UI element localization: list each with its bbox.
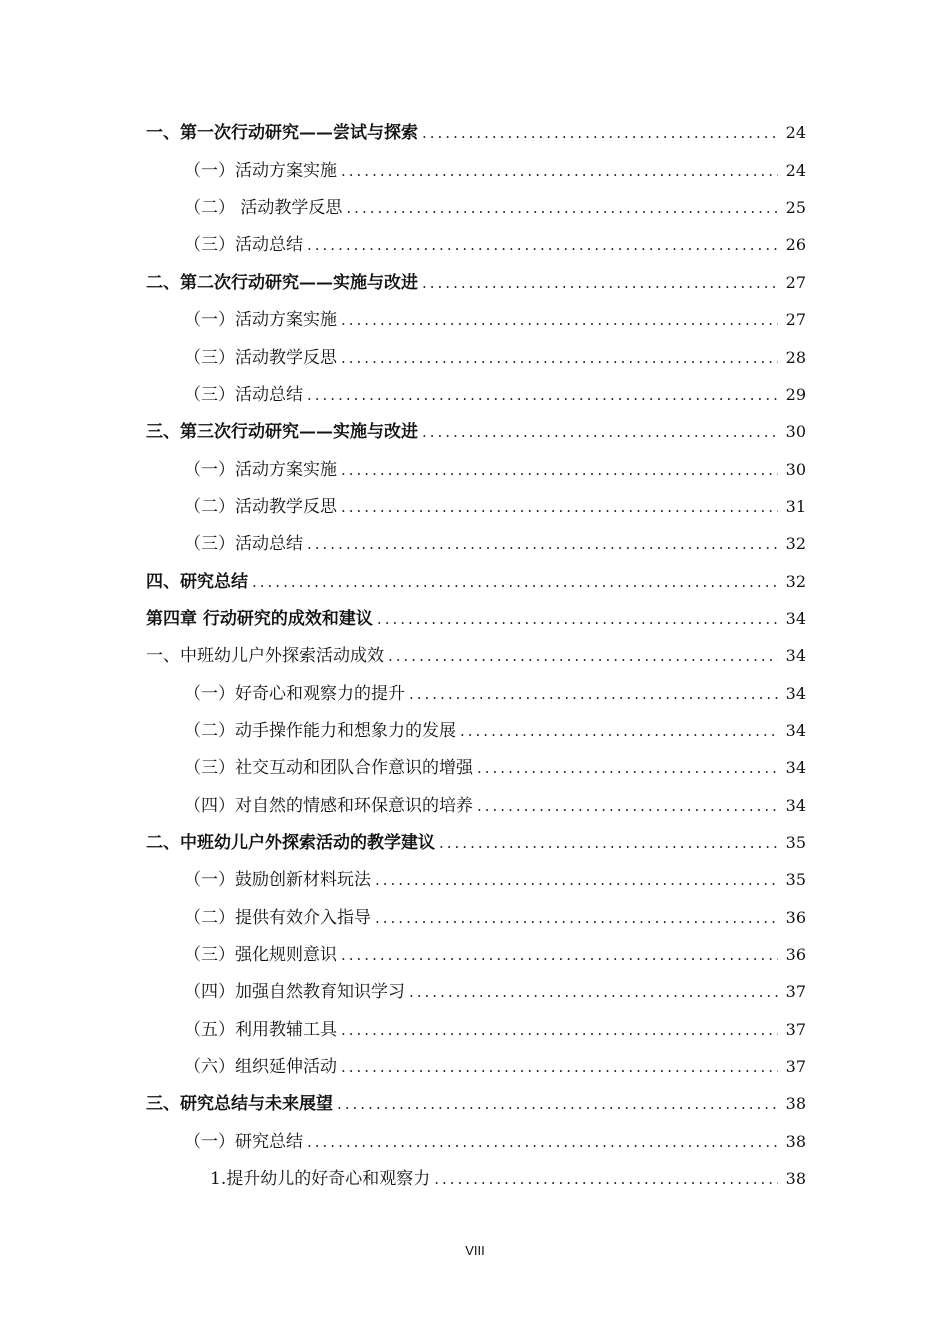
toc-entry[interactable] [184, 1127, 806, 1157]
toc-entry-page: 30 [785, 460, 806, 479]
toc-entry-page: 35 [785, 833, 806, 852]
toc-entry-title: （三）强化规则意识 [184, 945, 337, 965]
toc-entry-page: 37 [785, 982, 806, 1001]
toc-dot-leader [307, 1127, 778, 1157]
toc-entry[interactable] [146, 417, 806, 447]
toc-entry-title: （一）鼓励创新材料玩法 [184, 870, 371, 890]
toc-entry-title: 一、第一次行动研究——尝试与探索 [146, 123, 418, 143]
toc-entry[interactable] [146, 567, 806, 597]
toc-entry-title: （四）对自然的情感和环保意识的培养 [184, 796, 473, 816]
toc-dot-leader [377, 604, 778, 634]
toc-entry[interactable] [146, 828, 806, 858]
toc-dot-leader [375, 903, 778, 933]
toc-dot-leader [341, 940, 778, 970]
toc-entry[interactable] [184, 865, 806, 895]
toc-dot-leader [422, 118, 778, 148]
toc-entry-page: 38 [785, 1169, 806, 1188]
toc-entry[interactable] [184, 1052, 806, 1082]
toc-entry-page: 32 [785, 534, 806, 553]
toc-dot-leader [346, 193, 778, 223]
toc-entry-title: （六）组织延伸活动 [184, 1057, 337, 1077]
toc-entry-page: 25 [785, 198, 806, 217]
toc-entry[interactable] [184, 716, 806, 746]
toc-dot-leader [409, 977, 778, 1007]
toc-entry-title: （二）动手操作能力和想象力的发展 [184, 721, 456, 741]
toc-entry[interactable] [146, 1089, 806, 1119]
toc-dot-leader [341, 1052, 778, 1082]
toc-dot-leader [341, 1015, 778, 1045]
toc-dot-leader [341, 156, 778, 186]
toc-entry-title: 二、中班幼儿户外探索活动的教学建议 [146, 833, 435, 853]
toc-entry-title: 第四章 行动研究的成效和建议 [146, 609, 373, 629]
toc-entry-title: 二、第二次行动研究——实施与改进 [146, 273, 418, 293]
toc-entry[interactable] [184, 492, 806, 522]
toc-entry[interactable] [210, 1164, 806, 1194]
toc-entry-title: （一）活动方案实施 [184, 460, 337, 480]
toc-entry[interactable] [184, 380, 806, 410]
toc-entry-page: 24 [785, 123, 806, 142]
toc-entry-title: （三）活动总结 [184, 534, 303, 554]
toc-entry-page: 37 [785, 1057, 806, 1076]
toc-entry-title: （二）活动教学反思 [184, 497, 337, 517]
toc-entry-page: 28 [785, 348, 806, 367]
toc-entry-page: 32 [785, 572, 806, 591]
toc-dot-leader [341, 492, 778, 522]
toc-dot-leader [422, 268, 778, 298]
toc-entry-title: （三）活动总结 [184, 385, 303, 405]
toc-entry[interactable] [184, 455, 806, 485]
toc-entry-title: （二） 活动教学反思 [184, 198, 343, 218]
toc-entry-title: 四、研究总结 [146, 572, 248, 592]
toc-entry-page: 29 [785, 385, 806, 404]
toc-dot-leader [341, 455, 778, 485]
toc-entry[interactable] [184, 791, 806, 821]
toc-dot-leader [252, 567, 778, 597]
toc-dot-leader [439, 828, 778, 858]
toc-entry-title: （一）活动方案实施 [184, 161, 337, 181]
toc-dot-leader [388, 641, 778, 671]
toc-entry-page: 34 [785, 684, 806, 703]
toc-dot-leader [409, 679, 778, 709]
toc-entry[interactable] [184, 940, 806, 970]
toc-entry[interactable] [146, 268, 806, 298]
toc-dot-leader [307, 380, 778, 410]
toc-entry-page: 37 [785, 1020, 806, 1039]
toc-entry-title: （二）提供有效介入指导 [184, 908, 371, 928]
toc-entry-page: 27 [785, 273, 806, 292]
toc-entry-page: 36 [785, 945, 806, 964]
toc-entry-title: 一、中班幼儿户外探索活动成效 [146, 646, 384, 666]
toc-entry-title: （三）活动总结 [184, 235, 303, 255]
toc-dot-leader [477, 791, 778, 821]
toc-entry[interactable] [146, 604, 806, 634]
toc-entry[interactable] [184, 1015, 806, 1045]
toc-entry[interactable] [146, 118, 806, 148]
toc-entry-title: （一）研究总结 [184, 1132, 303, 1152]
toc-entry[interactable] [184, 679, 806, 709]
page-number: VIII [465, 1243, 485, 1258]
toc-entry-page: 34 [785, 796, 806, 815]
toc-entry[interactable] [184, 305, 806, 335]
toc-entry-title: （四）加强自然教育知识学习 [184, 982, 405, 1002]
toc-dot-leader [422, 417, 778, 447]
toc-entry-title: 三、第三次行动研究——实施与改进 [146, 422, 418, 442]
toc-dot-leader [337, 1089, 778, 1119]
toc-entry-page: 34 [785, 721, 806, 740]
toc-entry-page: 26 [785, 235, 806, 254]
toc-dot-leader [307, 230, 778, 260]
toc-dot-leader [477, 753, 778, 783]
toc-entry-page: 27 [785, 310, 806, 329]
toc-entry-page: 24 [785, 161, 806, 180]
toc-entry-page: 31 [785, 497, 806, 516]
toc-entry-title: （一）好奇心和观察力的提升 [184, 684, 405, 704]
toc-entry[interactable] [184, 193, 806, 223]
toc-entry-page: 34 [785, 609, 806, 628]
toc-dot-leader [341, 343, 778, 373]
toc-entry-page: 35 [785, 870, 806, 889]
toc-entry-title: 三、研究总结与未来展望 [146, 1094, 333, 1114]
toc-entry[interactable] [184, 343, 806, 373]
toc-entry[interactable] [184, 156, 806, 186]
toc-dot-leader [341, 305, 778, 335]
toc-entry-title: （三）社交互动和团队合作意识的增强 [184, 758, 473, 778]
toc-entry-page: 36 [785, 908, 806, 927]
toc-entry[interactable] [184, 529, 806, 559]
toc-entry[interactable] [146, 641, 806, 671]
toc-entry-title: （三）活动教学反思 [184, 348, 337, 368]
toc-entry[interactable] [184, 977, 806, 1007]
toc-dot-leader [434, 1164, 778, 1194]
toc-dot-leader [375, 865, 778, 895]
toc-entry-page: 38 [785, 1132, 806, 1151]
toc-entry-page: 34 [785, 758, 806, 777]
toc-entry-title: 1.提升幼儿的好奇心和观察力 [210, 1169, 431, 1189]
toc-entry[interactable] [184, 230, 806, 260]
toc-entry-title: （一）活动方案实施 [184, 310, 337, 330]
toc-entry-page: 34 [785, 646, 806, 665]
toc-entry-page: 38 [785, 1094, 806, 1113]
toc-entry-page: 30 [785, 422, 806, 441]
toc-entry-title: （五）利用教辅工具 [184, 1020, 337, 1040]
toc-dot-leader [307, 529, 778, 559]
toc-entry[interactable] [184, 753, 806, 783]
toc-entry[interactable] [184, 903, 806, 933]
toc-dot-leader [460, 716, 778, 746]
